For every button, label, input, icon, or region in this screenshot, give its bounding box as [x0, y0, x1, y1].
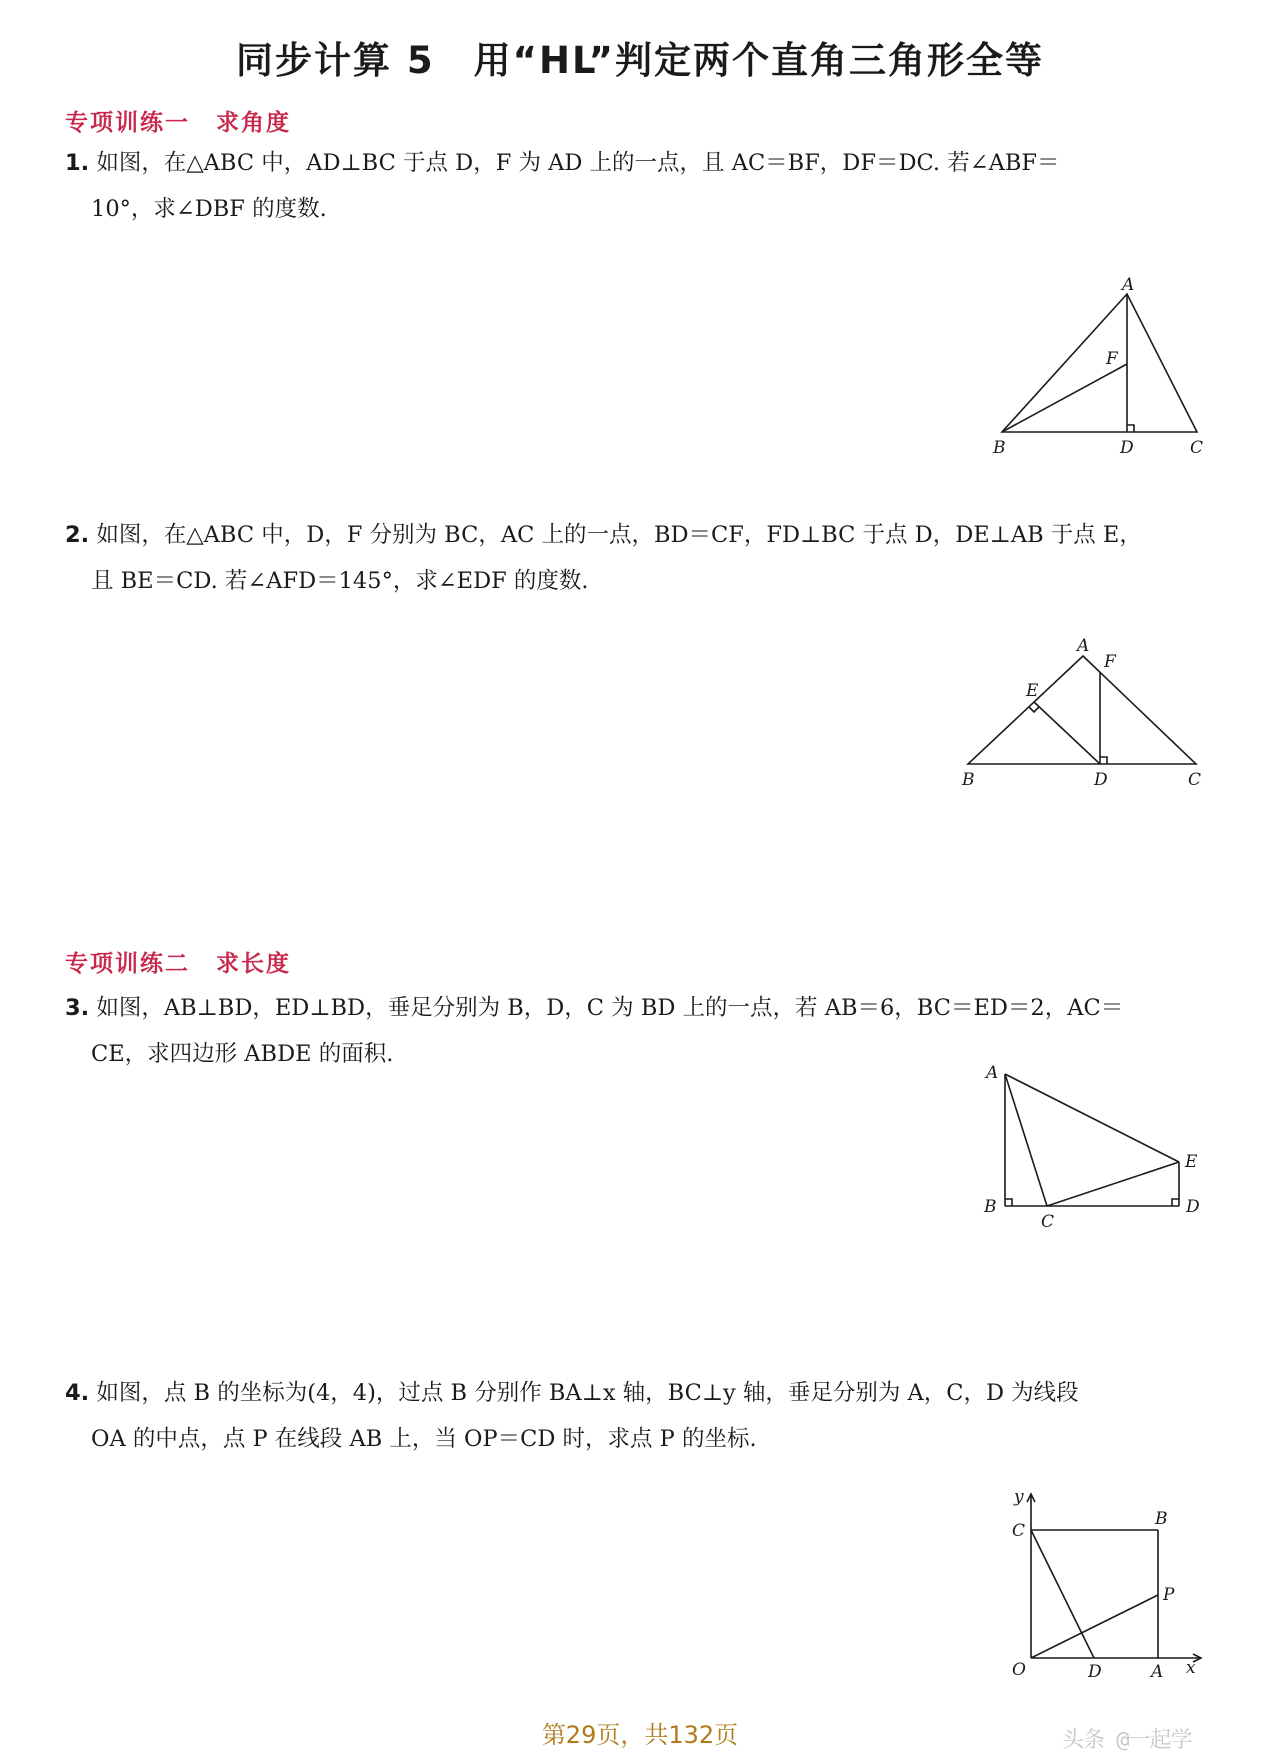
fig2-segment-de: [1034, 702, 1100, 764]
problem-2-number: 2.: [65, 522, 90, 548]
figure-3: [980, 1060, 1210, 1235]
problem-4-line2: OA 的中点，点 P 在线段 AB 上，当 OP＝CD 时，求点 P 的坐标.: [91, 1426, 757, 1452]
fig4-label-a: A: [1151, 1662, 1164, 1682]
fig1-right-angle-mark: [1127, 425, 1134, 432]
fig3-label-c: C: [1041, 1212, 1055, 1232]
fig3-segment-ce: [1047, 1162, 1179, 1206]
fig2-right-angle-mark-e: [1029, 707, 1039, 712]
fig4-segment-op: [1031, 1595, 1158, 1658]
fig1-segment-bf: [1002, 364, 1127, 432]
fig2-label-c: C: [1188, 770, 1202, 790]
section-heading-2: [65, 945, 291, 978]
section-2-label: 专项训练二: [65, 951, 190, 977]
fig3-segment-ac: [1005, 1074, 1047, 1206]
figure-4: [1000, 1488, 1220, 1688]
problem-2: [65, 512, 1215, 604]
problem-3-line1: 如图，AB⊥BD，ED⊥BD，垂足分别为 B，D，C 为 BD 上的一点，若 AB＝6，BC＝ED＝2，AC＝: [96, 995, 1124, 1021]
fig4-label-o: O: [1012, 1660, 1026, 1680]
problem-1-number: 1.: [65, 150, 90, 176]
section-2-topic: 求长度: [216, 951, 291, 977]
fig3-label-a: A: [986, 1063, 999, 1083]
page-footer: 第29页，共132页: [541, 1721, 739, 1749]
problem-1: [65, 140, 1215, 232]
fig2-label-d: D: [1094, 770, 1108, 790]
fig4-label-d: D: [1088, 1662, 1102, 1682]
fig3-right-angle-mark-b: [1005, 1199, 1012, 1206]
fig1-label-b: B: [993, 438, 1006, 458]
fig3-label-b: B: [984, 1197, 997, 1217]
fig2-label-f: F: [1104, 652, 1116, 672]
problem-4: [65, 1370, 1215, 1462]
fig2-label-e: E: [1026, 681, 1039, 701]
fig3-segment-ae: [1005, 1074, 1179, 1162]
fig2-label-b: B: [962, 770, 975, 790]
fig2-label-a: A: [1077, 636, 1090, 656]
problem-1-line1: 如图，在△ABC 中，AD⊥BC 于点 D，F 为 AD 上的一点，且 AC＝BF，DF＝DC. 若∠ABF＝: [96, 150, 1060, 176]
fig1-triangle-abc: [1002, 294, 1197, 432]
section-1-topic: 求角度: [216, 110, 291, 136]
watermark: 头条 @一起学: [1062, 1728, 1192, 1753]
fig3-label-d: D: [1186, 1197, 1200, 1217]
fig1-label-c: C: [1190, 438, 1204, 458]
section-heading-1: [65, 104, 291, 137]
problem-2-line1: 如图，在△ABC 中，D，F 分别为 BC，AC 上的一点，BD＝CF，FD⊥BC 于点 D，DE⊥AB 于点 E，: [96, 522, 1142, 548]
fig4-label-b: B: [1155, 1509, 1168, 1529]
problem-1-line2: 10°，求∠DBF 的度数.: [91, 196, 327, 222]
fig2-right-angle-mark-d: [1100, 757, 1107, 764]
fig4-label-y: y: [1014, 1487, 1024, 1507]
fig1-label-f: F: [1106, 349, 1118, 369]
fig4-segment-cd: [1031, 1530, 1094, 1658]
fig3-right-angle-mark-d: [1172, 1199, 1179, 1206]
problem-3-number: 3.: [65, 995, 90, 1021]
fig4-label-x: x: [1186, 1658, 1196, 1678]
figure-2: [960, 636, 1202, 790]
fig3-label-e: E: [1185, 1152, 1198, 1172]
problem-3-line2: CE，求四边形 ABDE 的面积.: [91, 1041, 394, 1067]
page-title: 同步计算 5 用“HL”判定两个直角三角形全等: [236, 39, 1044, 82]
problem-4-line1: 如图，点 B 的坐标为(4，4)，过点 B 分别作 BA⊥x 轴，BC⊥y 轴，垂足分别为 A，C，D 为线段: [96, 1380, 1079, 1406]
fig1-label-d: D: [1120, 438, 1134, 458]
section-1-label: 专项训练一: [65, 110, 190, 136]
problem-4-number: 4.: [65, 1380, 90, 1406]
fig4-label-p: P: [1163, 1585, 1175, 1605]
problem-2-line2: 且 BE＝CD. 若∠AFD＝145°，求∠EDF 的度数.: [91, 568, 589, 594]
figure-1: [990, 275, 1210, 458]
fig4-label-c: C: [1012, 1521, 1026, 1541]
fig1-label-a: A: [1122, 275, 1135, 295]
